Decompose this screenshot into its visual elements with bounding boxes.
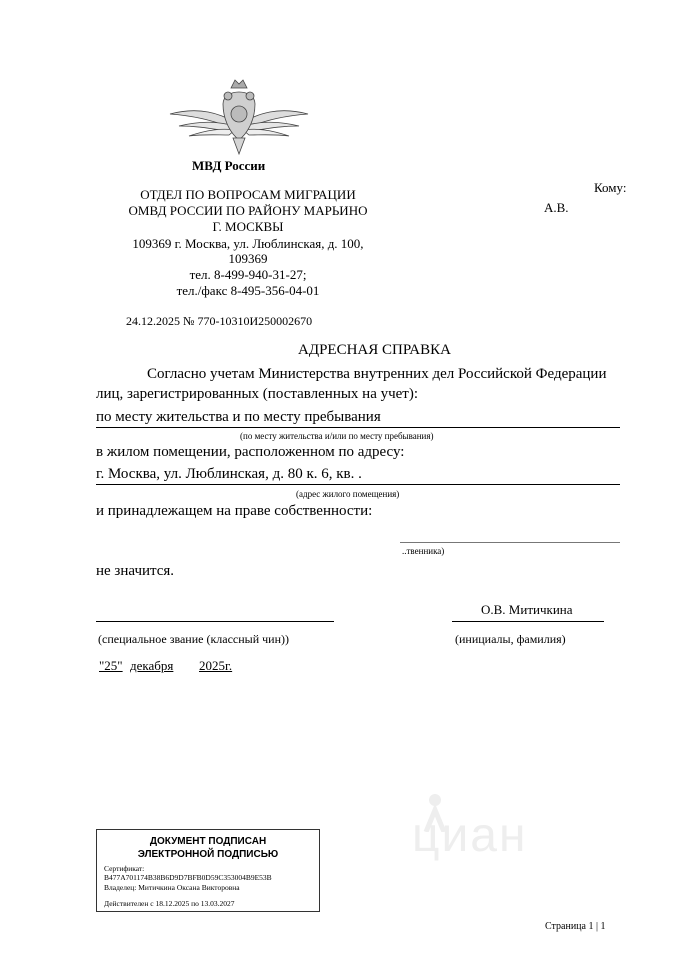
e-signature-validity: Действителен с 18.12.2025 по 13.03.2027 — [104, 899, 235, 908]
body-line-3: в жилом помещении, расположенном по адресу: — [96, 444, 405, 460]
body-line-4: и принадлежащем на праве собственности: — [96, 503, 373, 519]
registration-type-value: по месту жительства и по месту пребывания — [96, 409, 381, 425]
org-line-1: ОТДЕЛ ПО ВОПРОСАМ МИГРАЦИИ — [140, 187, 356, 202]
address-hint: (адрес жилого помещения) — [296, 489, 400, 499]
cian-watermark — [408, 788, 608, 868]
e-signature-owner: Владелец: Митичкина Оксана Викторовна — [104, 883, 240, 892]
owner-hint: ..твенника) — [402, 546, 445, 556]
date-day: "25" — [99, 658, 123, 673]
org-line-3: Г. МОСКВЫ — [212, 219, 284, 234]
body-line-2: лиц, зарегистрированных (поставленных на учет): — [96, 386, 419, 402]
body-line-1: Согласно учетам Министерства внутренних дел Российской Федерации — [147, 366, 607, 382]
e-signature-title-1: ДОКУМЕНТ ПОДПИСАН — [149, 836, 267, 847]
mvd-emblem-icon — [165, 74, 313, 158]
org-fax: тел./факс 8-495-356-04-01 — [176, 283, 320, 298]
body-line-5: не значится. — [96, 563, 175, 579]
org-phone: тел. 8-499-940-31-27; — [189, 267, 307, 282]
org-line-4: 109369 г. Москва, ул. Люблинская, д. 100, — [132, 236, 364, 251]
rank-underline — [96, 621, 334, 622]
page-number: Страница 1 | 1 — [545, 921, 606, 932]
e-signature-cert: B477A701174B38B6D9D7BFB0D59C353004B9E53B — [104, 873, 272, 882]
watermark-text: циан — [412, 809, 528, 862]
document-ref: 24.12.2025 № 770-10310И250002670 — [126, 314, 313, 328]
e-signature-cert-label: Сертификат: — [104, 864, 145, 873]
name-hint: (инициалы, фамилия) — [455, 632, 566, 646]
date-month: декабря — [130, 658, 174, 673]
org-line-5: 109369 — [228, 251, 268, 266]
rank-hint: (специальное звание (классный чин)) — [98, 632, 290, 646]
address-value: г. Москва, ул. Люблинская, д. 80 к. 6, кв. . — [96, 466, 362, 482]
document-title: АДРЕСНАЯ СПРАВКА — [298, 342, 451, 358]
signer-name: О.В. Митичкина — [481, 602, 573, 617]
recipient-label: Кому: — [594, 180, 627, 195]
owner-underline — [400, 542, 620, 543]
registration-type-underline — [96, 427, 620, 428]
registration-type-hint: (по месту жительства и/или по месту пребывания) — [240, 431, 434, 441]
recipient-name: А.В. — [544, 200, 569, 215]
org-line-2: ОМВД РОССИИ ПО РАЙОНУ МАРЬИНО — [128, 203, 368, 218]
ministry-name: МВД России — [192, 158, 266, 173]
address-underline — [96, 484, 620, 485]
date-year: 2025г. — [199, 658, 233, 673]
e-signature-stamp — [96, 829, 320, 912]
e-signature-title-2: ЭЛЕКТРОННОЙ ПОДПИСЬЮ — [137, 849, 279, 860]
signer-underline — [452, 621, 604, 622]
